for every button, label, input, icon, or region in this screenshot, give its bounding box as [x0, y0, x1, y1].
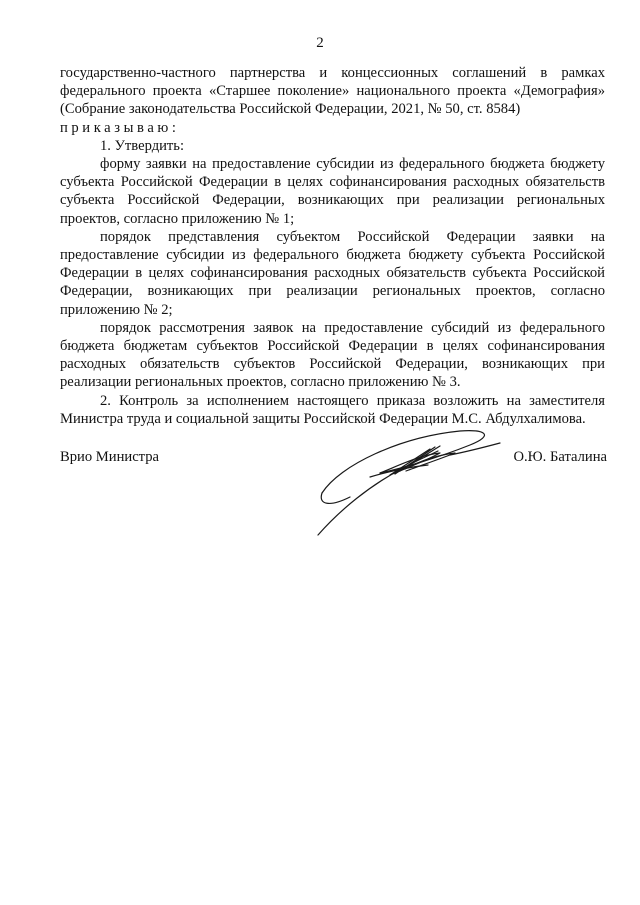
order-word-text: приказываю: [60, 119, 180, 136]
handwritten-signature [310, 425, 520, 540]
paragraph-preamble: государственно-частного партнерства и концессионных соглашений в рамках федерального проекта «Старшее поколение» национального проекта «Демография» (Собрание законодательства Российской Федерации, 2021, № 50, ст. 8584) [60, 65, 605, 118]
order-word [60, 119, 605, 137]
document-body [60, 64, 605, 428]
signatory-name: О.Ю. Баталина [513, 449, 607, 465]
paragraph-item-1: 1. Утвердить: [100, 137, 185, 154]
paragraph-item-2: 2. Контроль за исполнением настоящего приказа возложить на заместителя Министра труда и социальной защиты Российской Федерации М.С. Абдулхалимова. [60, 392, 605, 427]
page-number: 2 [316, 35, 324, 51]
paragraph-form: форму заявки на предоставление субсидии из федерального бюджета бюджету субъекта Российской Федерации в целях софинансирования расходных обязательств субъекта Российской Федерации, возникающих при реализации региональных проектов, согласно приложению № 1; [60, 156, 605, 227]
paragraph-procedure-review: порядок рассмотрения заявок на предоставление субсидий из федерального бюджета бюджетам субъектов Российской Федерации в целях софинансирования расходных обязательств субъектов Российской Федерации, возникающих при реализации региональных проектов, согласно приложению № 3. [60, 319, 605, 391]
paragraph-procedure-submission: порядок представления субъектом Российской Федерации заявки на предоставление субсидии из федерального бюджета бюджету субъекта Российской Федерации в целях софинансирования расходных обязательств субъекта Российской Федерации, возникающих при реализации региональных проектов, согласно приложению № 2; [60, 228, 605, 318]
signatory-role: Врио Министра [60, 449, 159, 465]
